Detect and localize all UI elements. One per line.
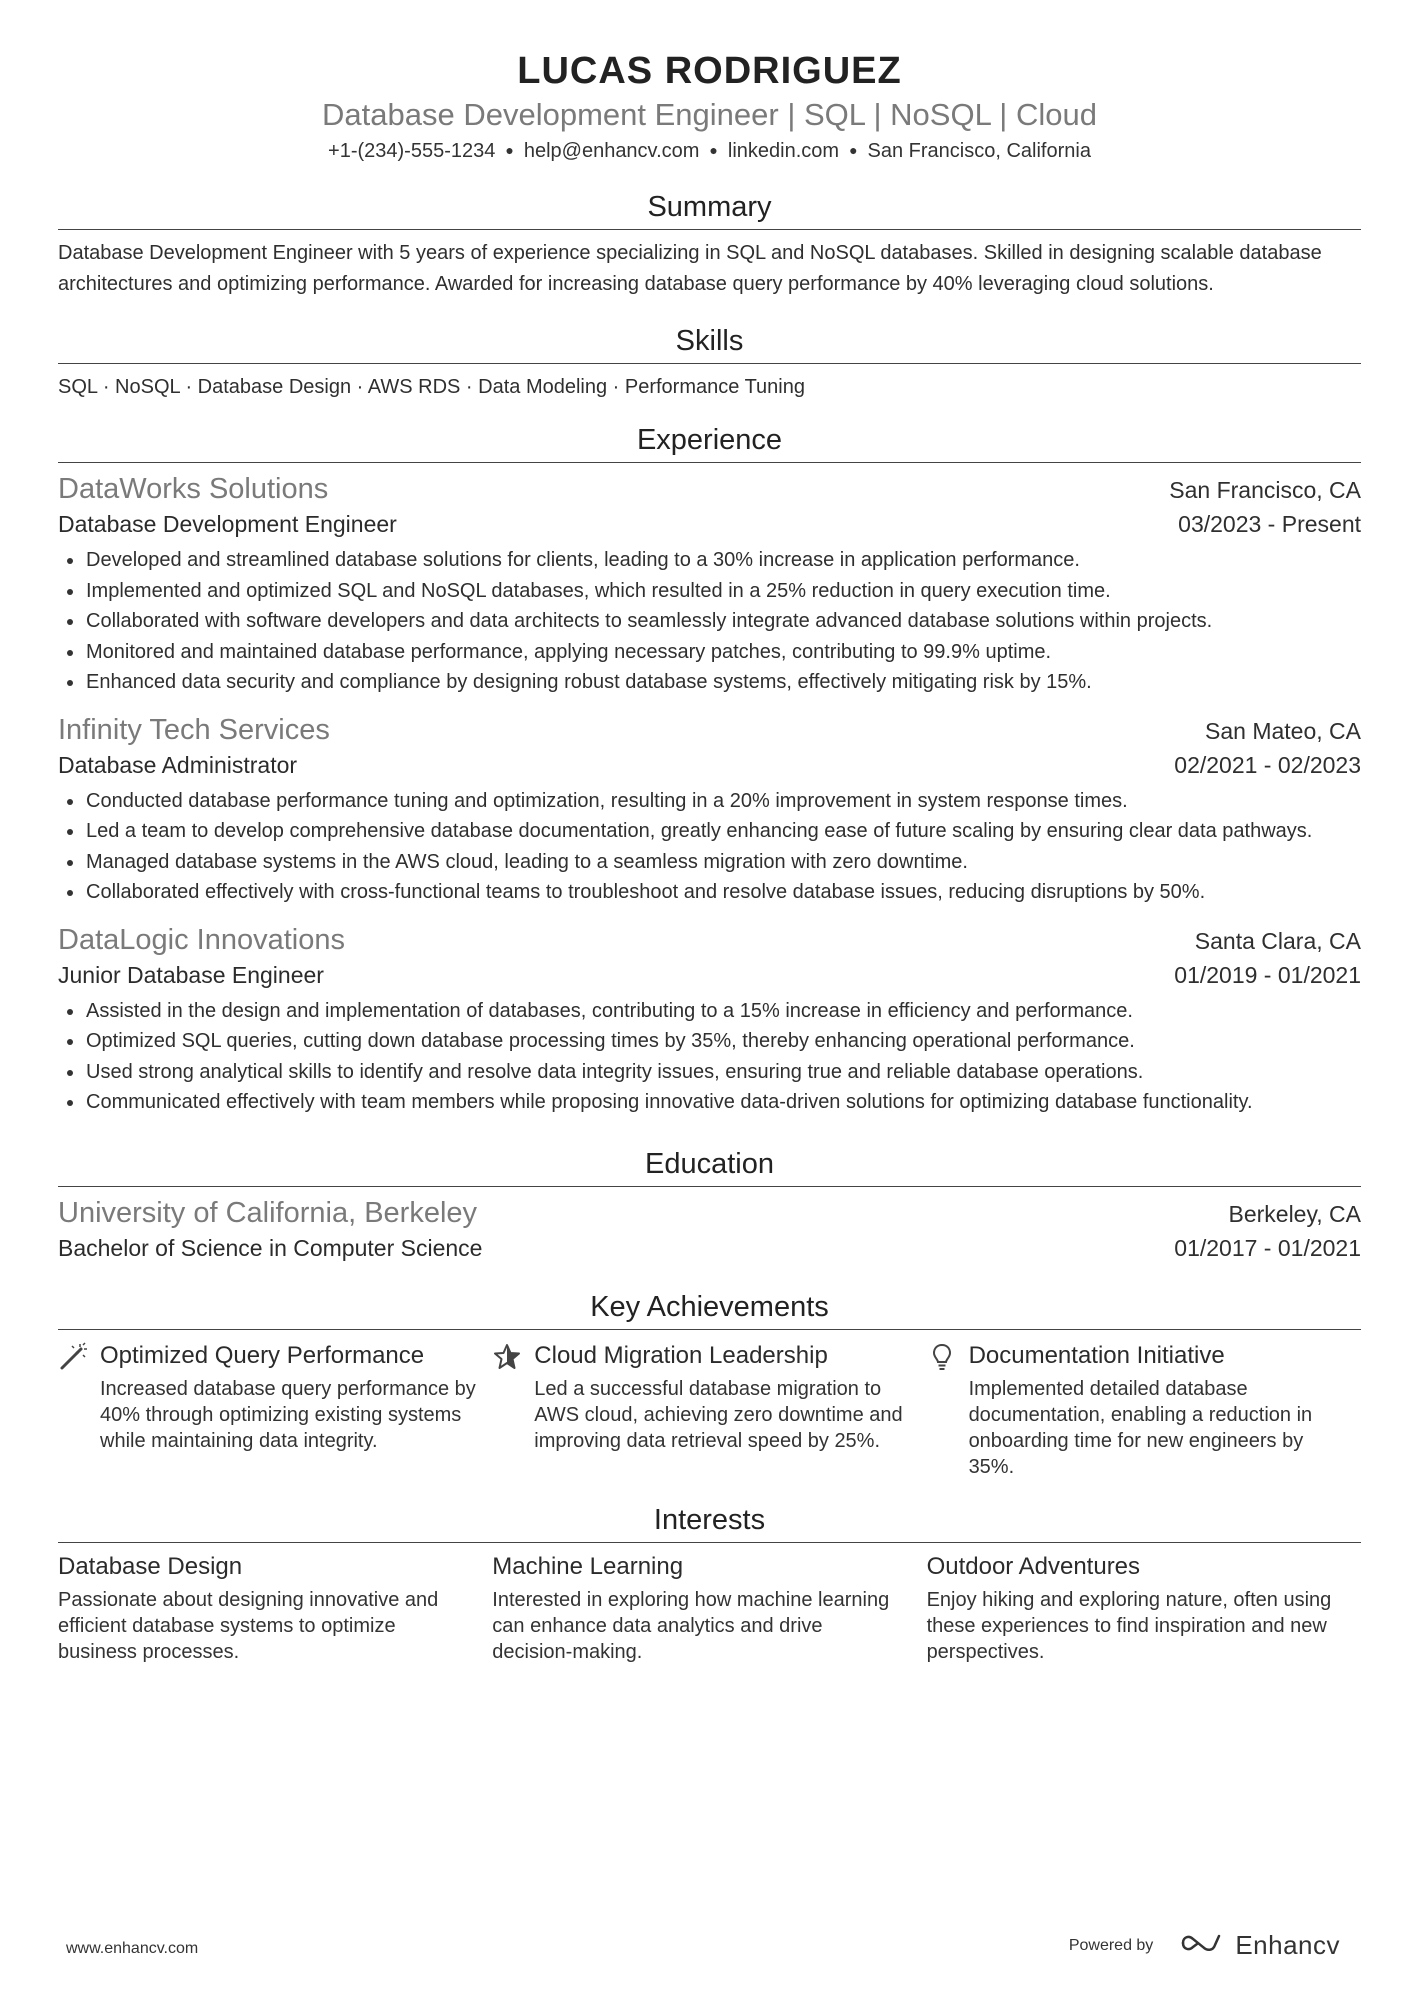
- bullet-item: Communicated effectively with team members while proposing innovative data-driven solutions for optimizing database functionality.: [86, 1087, 1361, 1118]
- bullet-item: Optimized SQL queries, cutting down database processing times by 35%, thereby enhancing operational performance.: [86, 1026, 1361, 1057]
- achievements-section: [58, 1289, 1361, 1480]
- section-title-skills: Skills: [58, 323, 1361, 364]
- interest-item: [927, 1551, 1361, 1665]
- resume-page: [58, 0, 1361, 1665]
- education-degree: Bachelor of Science in Computer Science: [58, 1234, 483, 1261]
- bullet-item: Implemented and optimized SQL and NoSQL databases, which resulted in a 25% reduction in query execution time.: [86, 576, 1361, 607]
- contact-phone: +1-(234)-555-1234: [328, 140, 496, 162]
- interest-title: Outdoor Adventures: [926, 1552, 1141, 1580]
- section-title-summary: Summary: [58, 189, 1361, 230]
- bullet-item: Assisted in the design and implementation of databases, contributing to a 15% increase in efficiency and performance.: [86, 996, 1361, 1027]
- achievement-title: Documentation Initiative: [968, 1341, 1225, 1369]
- job-entry: [58, 922, 1361, 1118]
- job-company: Infinity Tech Services: [58, 713, 330, 746]
- contact-email[interactable]: help@enhancv.com: [523, 140, 700, 162]
- job-bullets: [58, 545, 1361, 698]
- interest-title: Machine Learning: [492, 1552, 684, 1580]
- bullet-item: Enhanced data security and compliance by designing robust database systems, effectively mitigating risk by 15%.: [86, 667, 1361, 698]
- bullet-item: Monitored and maintained database performance, applying necessary patches, contributing to 99.9% uptime.: [86, 637, 1361, 668]
- interest-desc: Passionate about designing innovative and efficient database systems to optimize business processes.: [58, 1588, 439, 1663]
- interest-desc: Interested in exploring how machine learning can enhance data analytics and drive decision-making.: [492, 1588, 890, 1663]
- achievement-desc: Led a successful database migration to AWS cloud, achieving zero downtime and improving data retrieval speed by 25%.: [534, 1377, 903, 1452]
- job-location: San Mateo, CA: [1205, 717, 1361, 744]
- contact-line: [58, 136, 1361, 165]
- section-title-experience: Experience: [58, 422, 1361, 463]
- education-dates: 01/2017 - 01/2021: [1174, 1234, 1361, 1261]
- bullet-item: Led a team to develop comprehensive database documentation, greatly enhancing ease of future scaling by ensuring clear data pathways.: [86, 816, 1361, 847]
- section-title-achievements: Key Achievements: [58, 1289, 1361, 1330]
- interests-section: [58, 1502, 1361, 1665]
- job-bullets: [58, 996, 1361, 1118]
- job-role: Database Development Engineer: [58, 511, 397, 537]
- education-location: Berkeley, CA: [1228, 1200, 1361, 1227]
- candidate-name: LUCAS RODRIGUEZ: [517, 50, 902, 92]
- education-school: University of California, Berkeley: [58, 1196, 478, 1229]
- brand-name: Enhancv: [1235, 1930, 1340, 1960]
- job-company: DataWorks Solutions: [58, 473, 329, 505]
- bullet-item: Collaborated with software developers and data architects to seamlessly integrate advanced database solutions within projects.: [86, 606, 1361, 637]
- lightbulb-icon: [927, 1340, 969, 1480]
- job-bullets: [58, 786, 1361, 908]
- skills-section: [58, 323, 1361, 402]
- education-entry: [58, 1195, 1361, 1265]
- experience-section: [58, 422, 1361, 1118]
- interests-grid: [58, 1551, 1361, 1665]
- job-dates: 01/2019 - 01/2021: [1174, 961, 1361, 988]
- footer-branding[interactable]: [1069, 1930, 1340, 1961]
- separator-dot: ●: [709, 142, 718, 158]
- skills-list: SQL · NoSQL · Database Design · AWS RDS · Data Modeling · Performance Tuning: [58, 376, 805, 398]
- bullet-item: Conducted database performance tuning and optimization, resulting in a 20% improvement in system response times.: [86, 786, 1361, 817]
- interest-item: [58, 1551, 492, 1665]
- summary-section: [58, 189, 1361, 300]
- powered-by-label: Powered by: [1068, 1936, 1154, 1954]
- job-dates: 03/2023 - Present: [1178, 511, 1361, 537]
- separator-dot: ●: [505, 142, 514, 158]
- bullet-item: Collaborated effectively with cross-functional teams to troubleshoot and resolve database issues, reducing disruptions by 50%.: [86, 877, 1361, 908]
- section-title-interests: Interests: [58, 1502, 1361, 1543]
- job-dates: 02/2021 - 02/2023: [1174, 751, 1361, 778]
- separator-dot: ●: [849, 142, 858, 158]
- enhancv-logo-icon: [1179, 1931, 1227, 1960]
- job-location: Santa Clara, CA: [1194, 927, 1361, 954]
- summary-text: Database Development Engineer with 5 years of experience specializing in SQL and NoSQL databases. Skilled in designing scalable database architectures and optimizing performance. Awarded for increasing database query performance by 40% leveraging cloud solutions.: [58, 242, 1322, 295]
- interest-item: [492, 1551, 926, 1665]
- job-role: Database Administrator: [58, 751, 298, 778]
- interest-desc: Enjoy hiking and exploring nature, often using these experiences to find inspiration and new perspectives.: [926, 1588, 1332, 1663]
- contact-linkedin[interactable]: linkedin.com: [727, 140, 840, 162]
- footer-website[interactable]: www.enhancv.com: [66, 1940, 199, 1957]
- star-icon: [492, 1340, 534, 1480]
- interest-title: Database Design: [58, 1552, 243, 1580]
- job-entry: [58, 471, 1361, 698]
- bullet-item: Developed and streamlined database solutions for clients, leading to a 30% increase in application performance.: [86, 545, 1361, 576]
- education-section: [58, 1146, 1361, 1265]
- achievement-title: Optimized Query Performance: [100, 1341, 425, 1369]
- achievement-title: Cloud Migration Leadership: [534, 1341, 828, 1369]
- job-location: San Francisco, CA: [1169, 477, 1361, 503]
- achievement-item: [58, 1340, 492, 1480]
- achievement-desc: Increased database query performance by 40% through optimizing existing systems while maintaining data integrity.: [100, 1377, 476, 1452]
- resume-header: [58, 48, 1361, 165]
- bullet-item: Managed database systems in the AWS cloud, leading to a seamless migration with zero downtime.: [86, 847, 1361, 878]
- job-entry: [58, 712, 1361, 908]
- job-company: DataLogic Innovations: [58, 923, 345, 956]
- achievements-grid: [58, 1340, 1361, 1480]
- achievement-item: [927, 1340, 1361, 1480]
- achievement-item: [492, 1340, 926, 1480]
- contact-location: San Francisco, California: [867, 140, 1091, 162]
- job-role: Junior Database Engineer: [58, 961, 324, 988]
- section-title-education: Education: [58, 1146, 1361, 1187]
- bullet-item: Used strong analytical skills to identify and resolve data integrity issues, ensuring true and reliable database operations.: [86, 1057, 1361, 1088]
- candidate-headline: Database Development Engineer | SQL | NoSQL | Cloud: [322, 97, 1097, 132]
- achievement-desc: Implemented detailed database documentation, enabling a reduction in onboarding time for new engineers by 35%.: [968, 1377, 1313, 1478]
- magic-wand-icon: [58, 1340, 100, 1480]
